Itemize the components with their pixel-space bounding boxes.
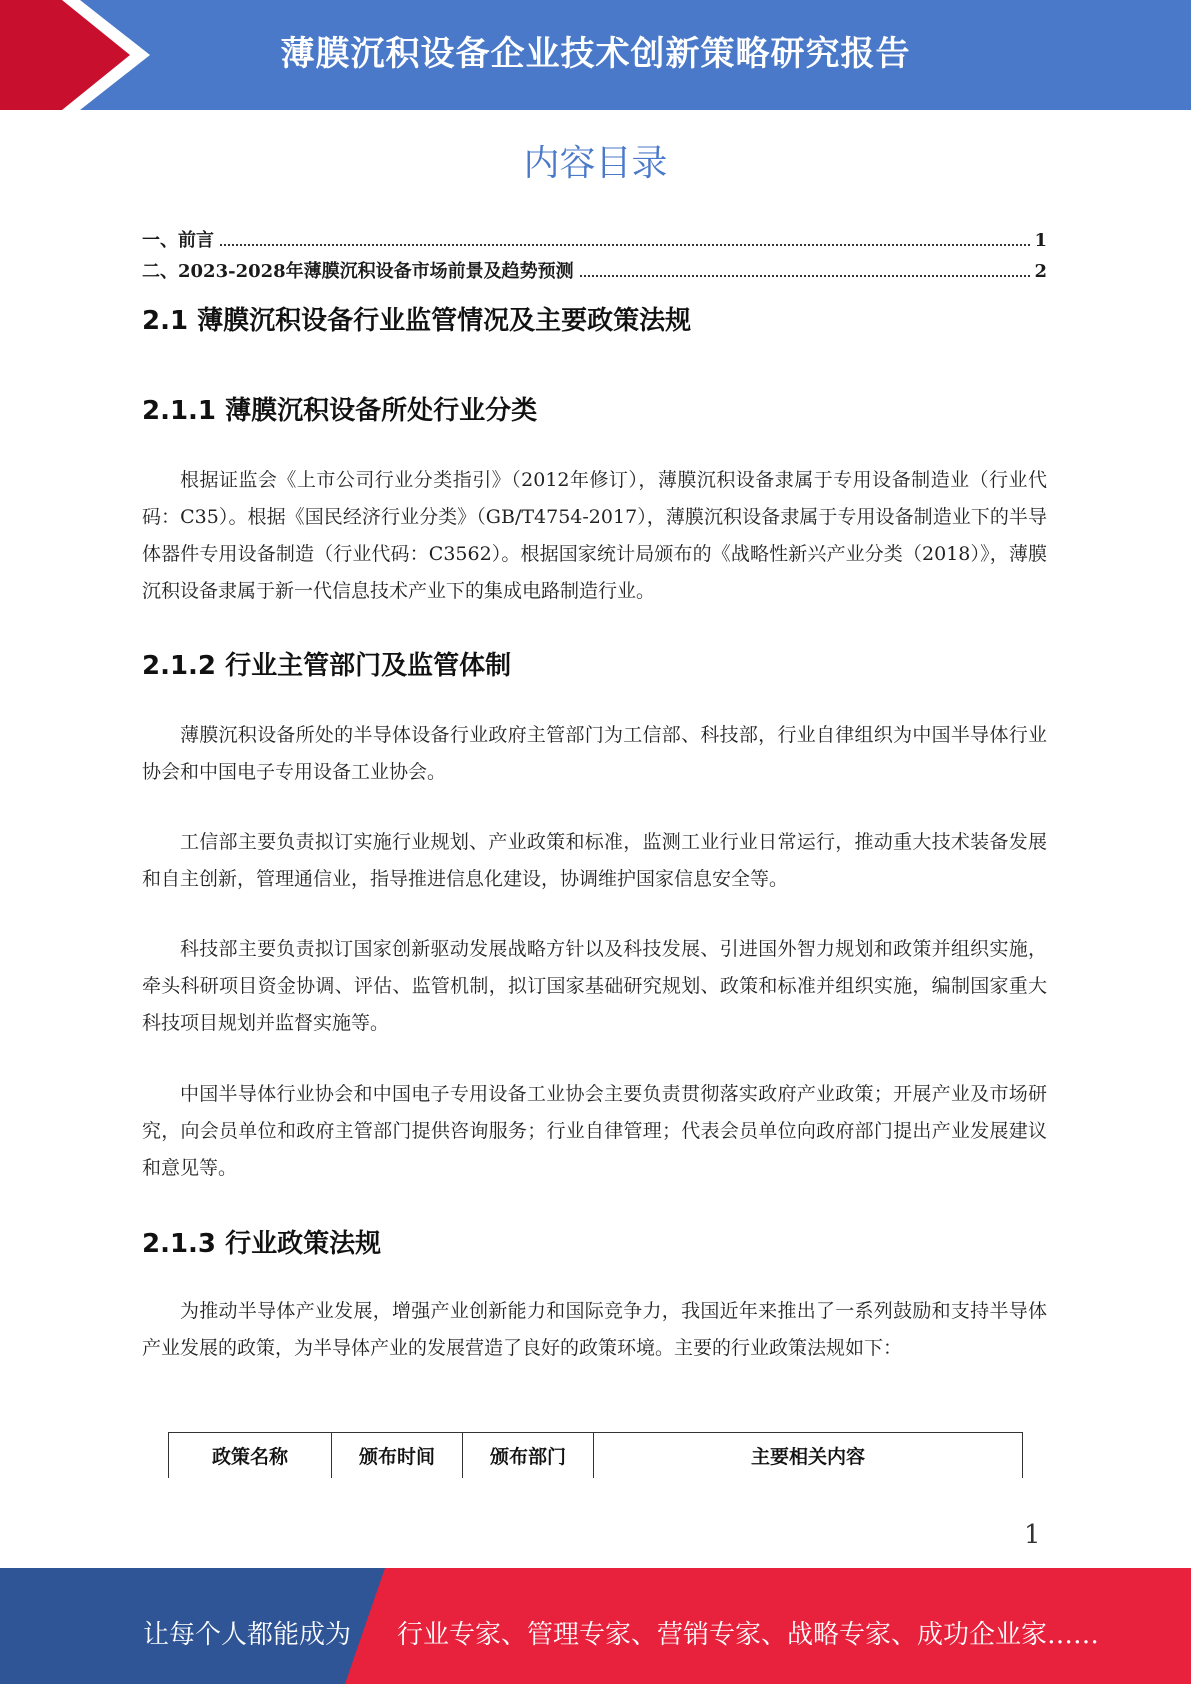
footer-slogan-left: 让每个人都能成为	[143, 1620, 352, 1650]
toc-entry-page: 1	[1034, 230, 1047, 251]
paragraph: 根据证监会《上市公司行业分类指引》（2012年修订），薄膜沉积设备隶属于专用设备制造业（行业代码：C35）。根据《国民经济行业分类》（GB/T4754-2017），薄膜沉积设备隶属于专用设备制造业下的半导体器件专用设备制造（行业代码：C3562）。根据国家统计局颁布的《战略性新兴产业分类（2018）》，薄膜沉积设备隶属于新一代信息技术产业下的集成电路制造行业。	[142, 469, 1047, 602]
section-heading-2-1-2: 2.1.2 行业主管部门及监管体制	[142, 651, 512, 681]
footer-slogan-right: 行业专家、管理专家、营销专家、战略专家、成功企业家……	[397, 1620, 1100, 1650]
paragraph: 为推动半导体产业发展，增强产业创新能力和国际竞争力，我国近年来推出了一系列鼓励和支持半导体产业发展的政策，为半导体产业的发展营造了良好的政策环境。主要的行业政策法规如下：	[142, 1300, 1047, 1359]
toc-entry-label: 二、2023-2028年薄膜沉积设备市场前景及趋势预测	[142, 261, 574, 282]
paragraph: 工信部主要负责拟订实施行业规划、产业政策和标准，监测工业行业日常运行，推动重大技术装备发展和自主创新，管理通信业，指导推进信息化建设，协调维护国家信息安全等。	[142, 831, 1047, 890]
table-header-cell: 政策名称	[169, 1433, 332, 1478]
page-footer-band	[0, 1568, 1191, 1684]
table-header-cell: 颁布时间	[332, 1433, 463, 1478]
section-heading-2-1-3: 2.1.3 行业政策法规	[142, 1229, 382, 1259]
toc-entry[interactable]	[142, 257, 1047, 283]
toc-leader-dots	[220, 244, 1030, 246]
table-header-cell: 颁布部门	[463, 1433, 594, 1478]
page-number: 1	[1024, 1520, 1041, 1550]
toc-entry[interactable]	[142, 226, 1047, 252]
toc-entry-label: 一、前言	[142, 230, 214, 251]
toc-leader-dots	[580, 275, 1031, 277]
report-title: 薄膜沉积设备企业技术创新策略研究报告	[280, 34, 911, 74]
page-header-band	[0, 0, 1191, 110]
paragraph: 科技部主要负责拟订国家创新驱动发展战略方针以及科技发展、引进国外智力规划和政策并组织实施，牵头科研项目资金协调、评估、监管机制，拟订国家基础研究规划、政策和标准并组织实施，编制国家重大科技项目规划并监督实施等。	[142, 938, 1047, 1034]
policy-table-header	[168, 1432, 1023, 1478]
table-header-cell: 主要相关内容	[750, 1446, 865, 1468]
section-heading-2-1-1: 2.1.1 薄膜沉积设备所处行业分类	[142, 396, 538, 426]
paragraph: 薄膜沉积设备所处的半导体设备行业政府主管部门为工信部、科技部，行业自律组织为中国半导体行业协会和中国电子专用设备工业协会。	[142, 724, 1047, 783]
paragraph: 中国半导体行业协会和中国电子专用设备工业协会主要负责贯彻落实政府产业政策；开展产业及市场研究，向会员单位和政府主管部门提供咨询服务；行业自律管理；代表会员单位向政府部门提出产业发展建议和意见等。	[142, 1083, 1047, 1179]
toc-entry-page: 2	[1034, 261, 1047, 282]
toc-title: 内容目录	[523, 143, 668, 184]
section-heading-2-1: 2.1 薄膜沉积设备行业监管情况及主要政策法规	[142, 306, 692, 336]
